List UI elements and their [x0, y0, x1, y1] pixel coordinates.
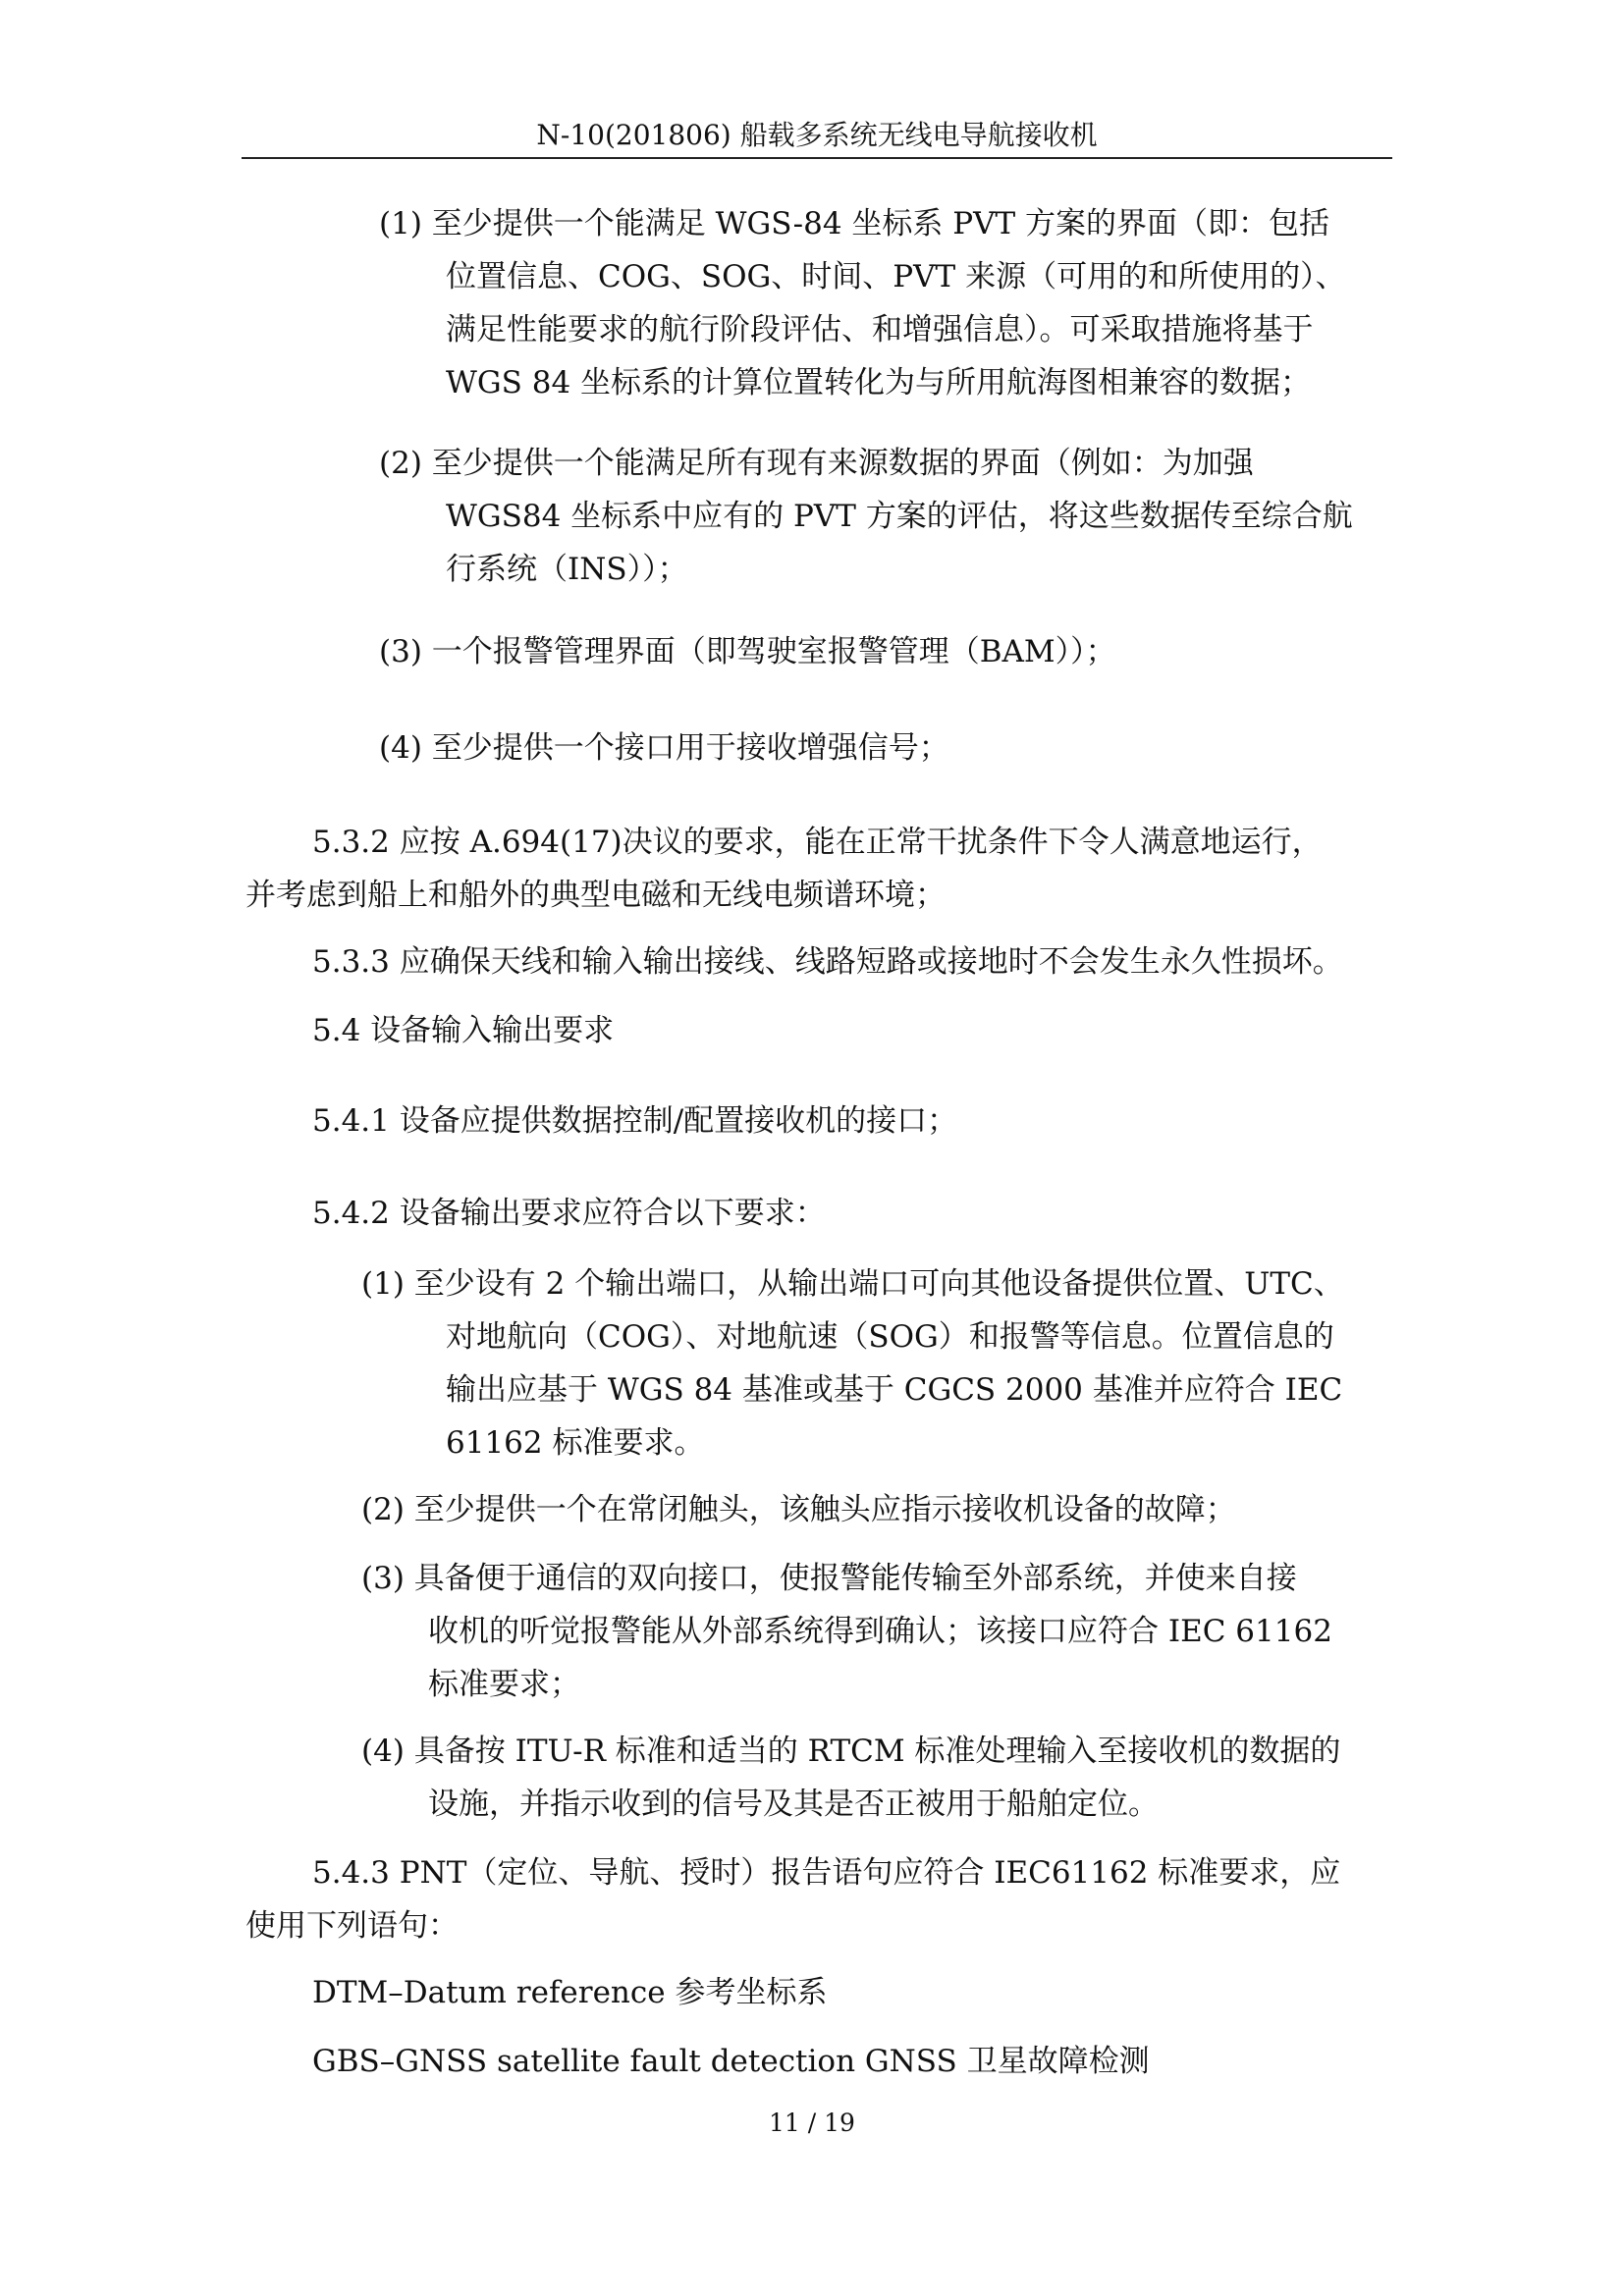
page-number: 11 / 19: [769, 2109, 855, 2137]
output-item-3-line-3: 标准要求；: [428, 1667, 580, 1702]
clause-5-4-3-line-2: 使用下列语句：: [245, 1908, 459, 1944]
clause-5-3-2-line-1: 5.3.2 应按 A.694(17)决议的要求，能在正常干扰条件下令人满意地运行，: [312, 825, 1323, 860]
clause-5-3-2-line-2: 并考虑到船上和船外的典型电磁和无线电频谱环境；: [245, 878, 946, 913]
item-1-line-3: 满足性能要求的航行阶段评估、和增强信息）。可采取措施将基于: [446, 312, 1314, 347]
item-2-line-3: 行系统（INS））；: [446, 552, 688, 587]
section-5-4-heading: 5.4 设备输入输出要求: [312, 1013, 615, 1048]
clause-5-3-3: 5.3.3 应确保天线和输入输出接线、线路短路或接地时不会发生永久性损坏。: [312, 944, 1343, 980]
clause-5-4-2: 5.4.2 设备输出要求应符合以下要求：: [312, 1196, 826, 1231]
output-item-1-line-1: (1) 至少设有 2 个输出端口，从输出端口可向其他设备提供位置、UTC、: [361, 1266, 1344, 1302]
item-2-line-1: (2) 至少提供一个能满足所有现有来源数据的界面（例如：为加强: [379, 446, 1254, 481]
item-3-line-1: (3) 一个报警管理界面（即驾驶室报警管理（BAM））；: [379, 634, 1116, 669]
output-item-3-line-1: (3) 具备便于通信的双向接口，使报警能传输至外部系统，并使来自接: [361, 1561, 1297, 1596]
output-item-1-line-4: 61162 标准要求。: [446, 1425, 705, 1461]
item-1-line-2: 位置信息、COG、SOG、时间、PVT 来源（可用的和所使用的）、: [446, 259, 1346, 294]
output-item-3-line-2: 收机的听觉报警能从外部系统得到确认；该接口应符合 IEC 61162: [428, 1614, 1332, 1649]
output-item-1-line-3: 输出应基于 WGS 84 基准或基于 CGCS 2000 基准并应符合 IEC: [446, 1372, 1343, 1408]
sentence-dtm: DTM–Datum reference 参考坐标系: [312, 1975, 828, 2010]
item-4-line-1: (4) 至少提供一个接口用于接收增强信号；: [379, 730, 949, 766]
page-header: N-10(201806) 船载多系统无线电导航接收机: [536, 119, 1098, 151]
sentence-gbs: GBS–GNSS satellite fault detection GNSS 卫星故障检测: [312, 2044, 1150, 2079]
item-2-line-2: WGS84 坐标系中应有的 PVT 方案的评估，将这些数据传至综合航: [446, 499, 1353, 534]
header-divider: [242, 157, 1392, 159]
item-1-line-1: (1) 至少提供一个能满足 WGS-84 坐标系 PVT 方案的界面（即：包括: [379, 206, 1330, 241]
output-item-2-line-1: (2) 至少提供一个在常闭触头，该触头应指示接收机设备的故障；: [361, 1492, 1236, 1527]
clause-5-4-3-line-1: 5.4.3 PNT（定位、导航、授时）报告语句应符合 IEC61162 标准要求，应: [312, 1855, 1341, 1891]
output-item-4-line-2: 设施，并指示收到的信号及其是否正被用于船舶定位。: [428, 1787, 1159, 1822]
clause-5-4-1: 5.4.1 设备应提供数据控制/配置接收机的接口；: [312, 1103, 958, 1139]
item-1-line-4: WGS 84 坐标系的计算位置转化为与所用航海图相兼容的数据；: [446, 365, 1312, 400]
output-item-1-line-2: 对地航向（COG）、对地航速（SOG）和报警等信息。位置信息的: [446, 1319, 1334, 1355]
output-item-4-line-1: (4) 具备按 ITU-R 标准和适当的 RTCM 标准处理输入至接收机的数据的: [361, 1734, 1341, 1769]
